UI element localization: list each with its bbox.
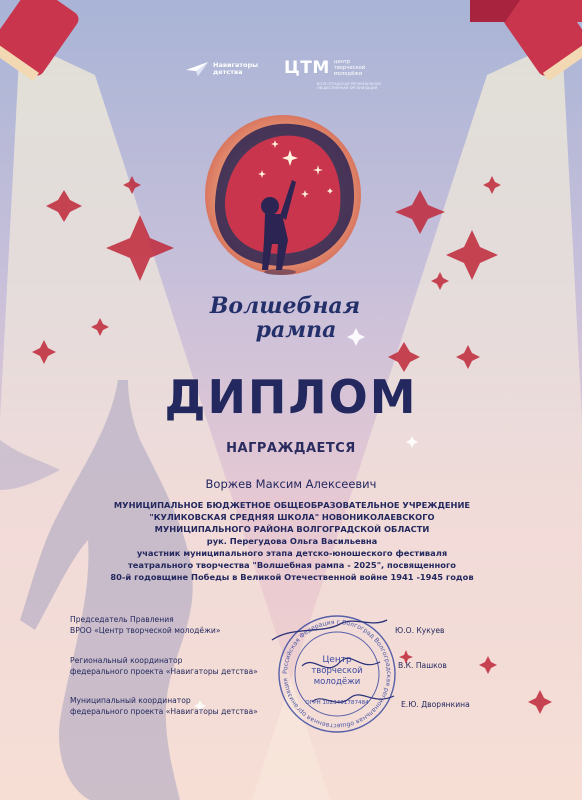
navigators-logo-line1: Навигаторы xyxy=(213,61,259,69)
signatory-1-position-line2: ВРОО «Центр творческой молодёжи» xyxy=(70,626,221,635)
school-line-3: МУНИЦИПАЛЬНОГО РАЙОНА ВОЛГОГРАДСКОЙ ОБЛАСТИ xyxy=(154,524,430,534)
stamp-center-line1: Центр xyxy=(322,655,352,665)
ctm-abbr: ЦТМ xyxy=(284,58,330,78)
festival-title xyxy=(200,294,370,342)
ctm-sub-line1: ВОЛГОГРАДСКАЯ РЕГИОНАЛЬНАЯ xyxy=(317,82,381,86)
ctm-sub-line2: ОБЩЕСТВЕННАЯ ОРГАНИЗАЦИЯ xyxy=(317,86,378,91)
recipient-name: Воржев Максим Алексеевич xyxy=(205,477,377,491)
festival-title-line2: рампа xyxy=(255,317,337,343)
official-stamp xyxy=(262,606,412,742)
school-line-1: МУНИЦИПАЛЬНОЕ БЮДЖЕТНОЕ ОБЩЕОБРАЗОВАТЕЛЬНОЕ УЧРЕЖДЕНИЕ xyxy=(113,500,471,510)
participation-line-3: 80-й годовщине Победы в Великой Отечественной войне 1941 -1945 годов xyxy=(110,572,474,582)
signatory-1-name: Ю.О. Кукуев xyxy=(395,626,445,635)
paper-plane-icon xyxy=(186,62,208,76)
navigators-logo xyxy=(186,62,258,76)
ctm-full-line3: молодёжи xyxy=(333,71,363,77)
signatory-2-position-line2: федерального проекта «Навигаторы детства» xyxy=(70,667,258,676)
signatory-1-position-line1: Председатель Правления xyxy=(70,615,174,624)
signatory-2-position xyxy=(70,655,258,677)
participation-line-1: участник муниципального этапа детско-юношеского фестиваля xyxy=(136,548,448,558)
school-line-2: "КУЛИКОВСКАЯ СРЕДНЯЯ ШКОЛА" НОВОНИКОЛАЕВСКОГО xyxy=(149,512,435,522)
signatory-3-name: Е.Ю. Дворянкина xyxy=(401,700,470,709)
signatory-2-name: В.К. Пашков xyxy=(398,661,447,670)
participation-line-2: театрального творчества "Волшебная рампа - 2025", посвященного xyxy=(127,560,456,570)
ctm-full-line2: творческой xyxy=(333,65,366,71)
stamp-ogrn: ОГРН 1023401787484 xyxy=(305,700,369,706)
signatory-3-position-line2: федерального проекта «Навигаторы детства» xyxy=(70,707,258,716)
awarded-label: НАГРАЖДАЕТСЯ xyxy=(226,441,356,456)
signatory-1-position xyxy=(70,614,221,636)
navigators-logo-line2: детства xyxy=(213,68,243,76)
stamp-center-line3: молодёжи xyxy=(313,677,361,687)
diploma-heading: ДИПЛОМ xyxy=(164,370,418,424)
festival-title-line1: Волшебная xyxy=(209,293,361,319)
ctm-full-line1: центр xyxy=(333,59,351,65)
signatory-3-position xyxy=(70,695,258,717)
supervisor: рук. Перегудова Ольга Васильевна xyxy=(206,536,378,546)
signatory-3-position-line1: Муниципальный координатор xyxy=(70,696,191,705)
stamp-center-line2: творческой xyxy=(311,666,363,676)
stamp-ring-text: Российская Федерация г.Волгоград Волгоградская региональная общественная организация xyxy=(281,618,393,730)
ctm-logo xyxy=(284,58,381,91)
award-details xyxy=(70,499,514,583)
signatory-2-position-line1: Региональный координатор xyxy=(70,656,183,665)
